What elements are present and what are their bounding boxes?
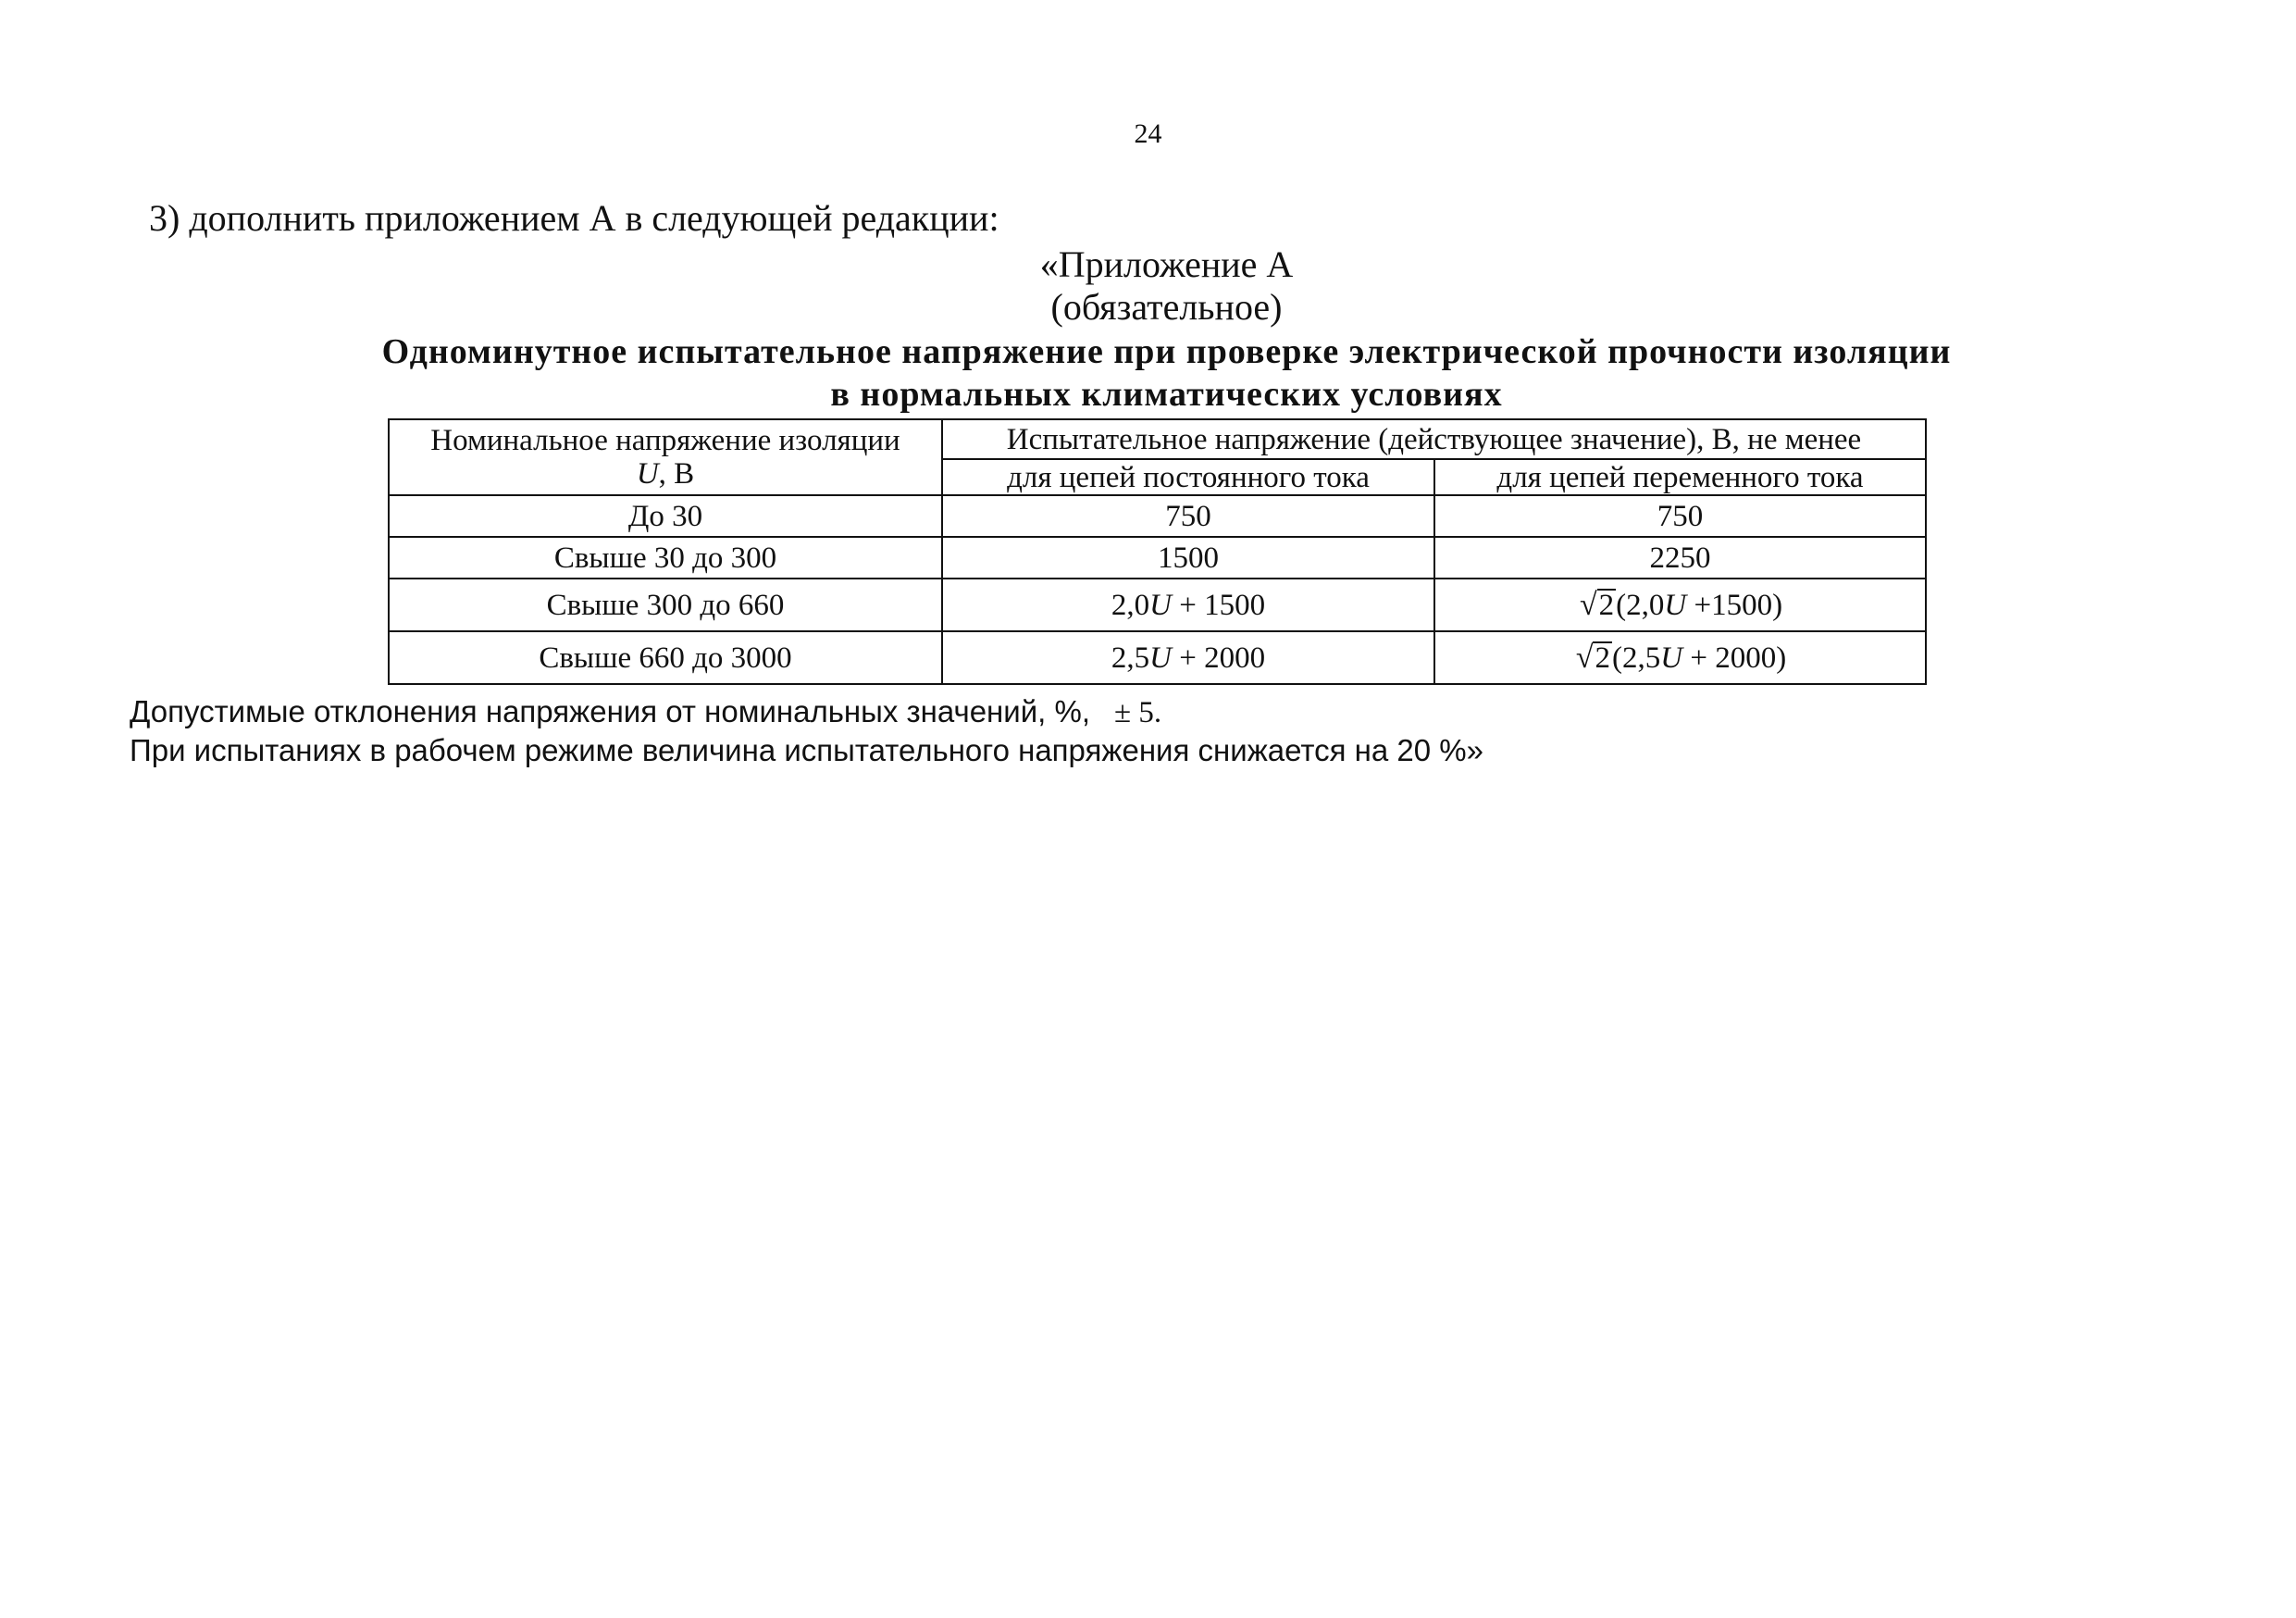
cell-ac-formula	[1434, 631, 1926, 684]
cell-range: Свыше 30 до 300	[389, 537, 942, 579]
amendment-intro: 3) дополнить приложением А в следующей редакции:	[149, 197, 999, 239]
ac-addend: +1500)	[1686, 588, 1783, 622]
annex-title: «Приложение А	[1039, 243, 1294, 285]
cell-ac-formula	[1434, 579, 1926, 631]
cell-range: Свыше 300 до 660	[389, 579, 942, 631]
table-row	[389, 631, 1926, 684]
ac-open: (2,0	[1616, 588, 1665, 622]
symbol-u: U	[1664, 588, 1687, 622]
working-mode-note: При испытаниях в рабочем режиме величина испытательного напряжения снижается на 20 %»	[130, 733, 1483, 767]
table-row	[389, 495, 1926, 537]
annex-status: (обязательное)	[1050, 286, 1283, 328]
sqrt-argument: 2	[1595, 641, 1610, 675]
header-test-voltage: Испытательное напряжение (действующее значение), В, не менее	[942, 419, 1926, 459]
ac-open: (2,5	[1611, 641, 1661, 675]
table-heading-line-1: Одноминутное испытательное напряжение при проверке электрической прочности изоляции	[381, 332, 1952, 371]
ac-addend: + 2000)	[1682, 641, 1787, 675]
symbol-u: U	[636, 457, 659, 491]
header-dc-circuits: для цепей постоянного тока	[942, 459, 1434, 495]
table-row	[389, 537, 1926, 579]
symbol-u: U	[1149, 641, 1172, 675]
page-number: 24	[1134, 118, 1162, 149]
cell-dc-formula	[942, 631, 1434, 684]
cell-dc: 1500	[942, 537, 1434, 579]
cell-dc: 750	[942, 495, 1434, 537]
cell-range: Свыше 660 до 3000	[389, 631, 942, 684]
table-row	[389, 579, 1926, 631]
tolerance-note	[130, 694, 1161, 730]
header-nominal-voltage-unit	[390, 457, 941, 491]
symbol-u: U	[1660, 641, 1683, 675]
sqrt-symbol: √2	[1575, 640, 1610, 675]
header-nominal-voltage	[389, 419, 942, 495]
tolerance-text: Допустимые отклонения напряжения от номинальных значений, %,	[130, 694, 1090, 728]
header-ac-circuits: для цепей переменного тока	[1434, 459, 1926, 495]
cell-dc-formula	[942, 579, 1434, 631]
header-nominal-voltage-label: Номинальное напряжение изоляции	[430, 424, 900, 457]
sqrt-argument: 2	[1598, 588, 1615, 622]
test-voltage-table	[388, 418, 1927, 685]
unit-label: , В	[658, 457, 695, 491]
table-heading-line-2: в нормальных климатических условиях	[830, 375, 1503, 414]
dc-coefficient: 2,0	[1111, 588, 1150, 622]
dc-coefficient: 2,5	[1111, 641, 1150, 675]
cell-ac: 2250	[1434, 537, 1926, 579]
dc-addend: + 1500	[1171, 588, 1266, 622]
cell-range: До 30	[389, 495, 942, 537]
cell-ac: 750	[1434, 495, 1926, 537]
symbol-u: U	[1149, 588, 1172, 622]
dc-addend: + 2000	[1171, 641, 1266, 675]
sqrt-symbol: √2	[1579, 587, 1615, 622]
tolerance-value: ± 5.	[1114, 696, 1162, 729]
